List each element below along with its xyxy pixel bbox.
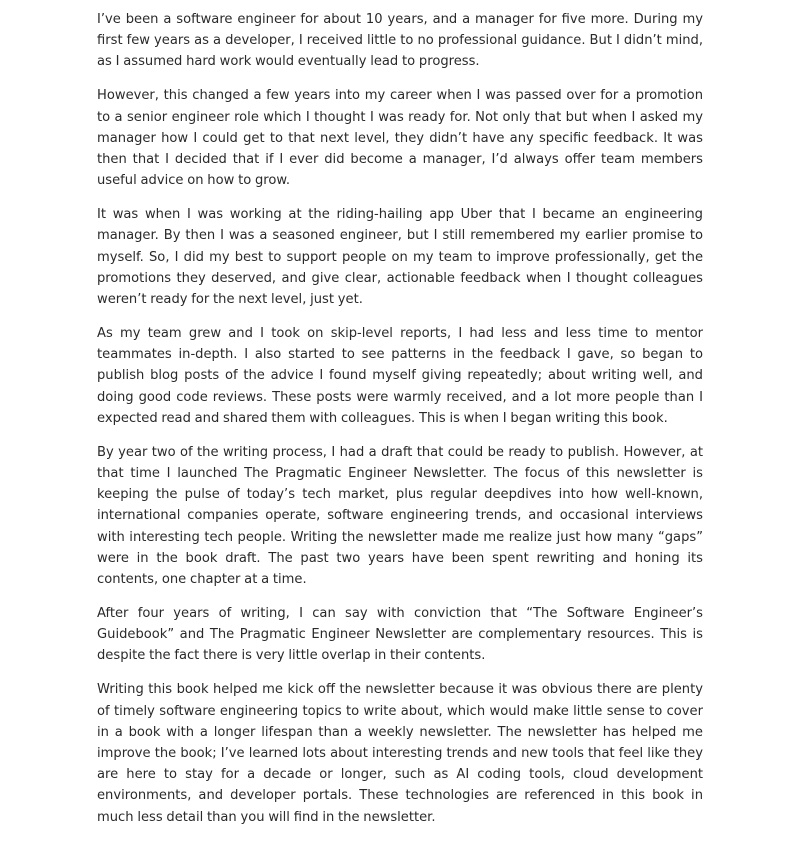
paragraph-1: I’ve been a software engineer for about 10 years, and a manager for five more. During my first few years as a developer, I received little to no professional guidance. But I didn’t mind, as I assumed hard work would eventually lead to progress. bbox=[97, 12, 703, 70]
paragraph-2: However, this changed a few years into my career when I was passed over for a promotion to a senior engineer role which I thought I was ready for. Not only that but when I asked my manager how I could get to that next level, they didn’t have any specific feedback. It was then that I decided that if I ever did become a manager, I’d always offer team members useful advice on how to grow. bbox=[97, 88, 703, 189]
document-page bbox=[97, 9, 703, 841]
paragraph-3: It was when I was working at the riding-hailing app Uber that I became an engineering manager. By then I was a seasoned engineer, but I still remembered my earlier promise to myself. So, I did my best to support people on my team to improve professionally, get the promotions they deserved, and give clear, actionable feedback when I thought colleagues weren’t ready for the next level, just yet. bbox=[97, 207, 703, 308]
paragraph-6: After four years of writing, I can say with conviction that “The Software Engineer’s Guidebook” and The Pragmatic Engineer Newsletter are complementary resources. This is despite the fact there is very little overlap in their contents. bbox=[97, 606, 703, 664]
paragraph-7: Writing this book helped me kick off the newsletter because it was obvious there are plenty of timely software engineering topics to write about, which would make little sense to cover in a book with a longer lifespan than a weekly newsletter. The newsletter has helped me improve the book; I’ve learned lots about interesting trends and new tools that feel like they are here to stay for a decade or longer, such as AI coding tools, cloud development environments, and developer portals. These technologies are referenced in this book in much less detail than you will find in the newsletter. bbox=[97, 682, 703, 825]
paragraph-4: As my team grew and I took on skip-level reports, I had less and less time to mentor teammates in-depth. I also started to see patterns in the feedback I gave, so began to publish blog posts of the advice I found myself giving repeatedly; about writing well, and doing good code reviews. These posts were warmly received, and a lot more people than I expected read and shared them with colleagues. This is when I began writing this book. bbox=[97, 326, 703, 426]
paragraph-5: By year two of the writing process, I had a draft that could be ready to publish. However, at that time I launched The Pragmatic Engineer Newsletter. The focus of this newsletter is keeping the pulse of today’s tech market, plus regular deepdives into how well-known, international companies operate, software engineering trends, and occasional interviews with interesting tech people. Writing the newsletter made me realize just how many “gaps” were in the book draft. The past two years have been spent rewriting and honing its contents, one chapter at a time. bbox=[97, 444, 703, 588]
